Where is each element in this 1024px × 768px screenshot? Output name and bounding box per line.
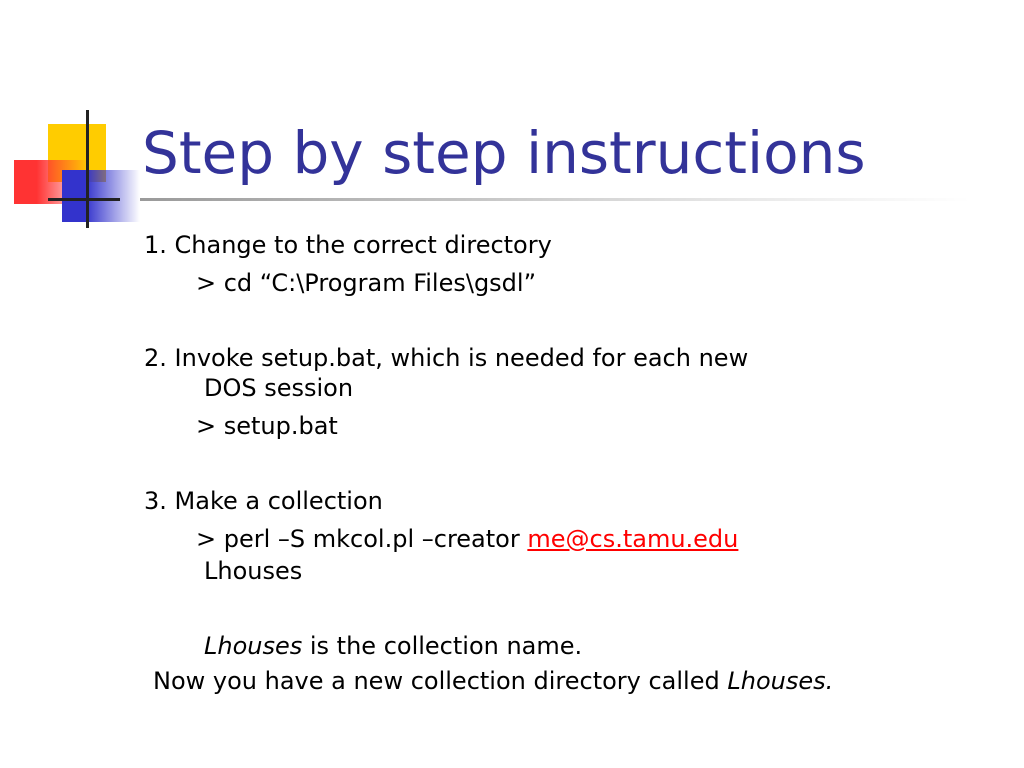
email-link[interactable]: me@cs.tamu.edu <box>527 525 739 553</box>
step-2-heading: 2. Invoke setup.bat, which is needed for each new <box>144 344 749 372</box>
final-statement-italic: Lhouses. <box>727 667 834 695</box>
step-3-command-continued: Lhouses <box>204 557 303 585</box>
final-statement-text: Now you have a new collection directory called <box>153 667 728 695</box>
step-3-command <box>196 524 738 554</box>
step-2-heading-continued: DOS session <box>204 374 354 402</box>
vertical-line-shape <box>86 110 89 228</box>
step-2-command: > setup.bat <box>196 412 338 440</box>
slide-title: Step by step instructions <box>142 119 866 187</box>
step-3-heading: 3. Make a collection <box>144 487 383 515</box>
slide-logo-graphic <box>0 0 140 240</box>
collection-name-note-text: is the collection name. <box>302 632 583 660</box>
blue-square-shape <box>62 170 140 222</box>
collection-name-note <box>204 631 582 661</box>
title-underline-rule <box>140 198 970 201</box>
step-1-command: > cd “C:\Program Files\gsdl” <box>196 269 537 297</box>
collection-name-italic: Lhouses <box>204 632 303 660</box>
step-3-command-text: > perl –S mkcol.pl –creator <box>196 525 528 553</box>
final-statement <box>153 666 833 696</box>
horizontal-line-shape <box>48 198 120 201</box>
step-1-heading: 1. Change to the correct directory <box>144 231 552 259</box>
